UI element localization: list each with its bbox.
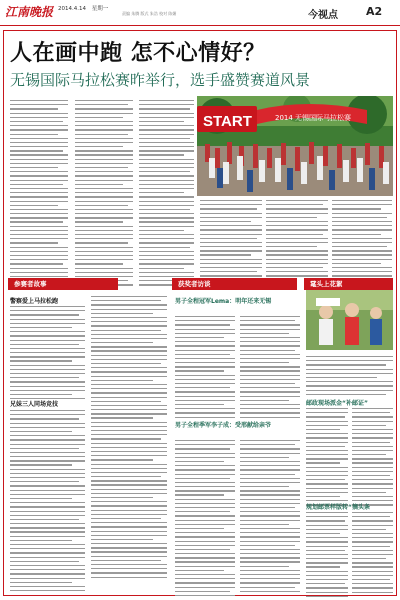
intro-column-2 xyxy=(75,100,133,288)
section-bar-winner-interviews-label: 获奖者访谈 xyxy=(178,280,211,288)
headline: 人在画中跑 怎不心情好？ xyxy=(10,40,266,66)
staff-credits: 责编 朱腾 版式 朱浩 校对 陈媚 xyxy=(122,11,177,16)
page-number: A2 xyxy=(366,5,383,18)
marathon-photo-illustration xyxy=(197,96,393,196)
right-lower-column-5 xyxy=(352,512,393,596)
cosplay-runners-photo xyxy=(306,290,393,350)
section-bar-participant-stories-label: 参赛者故事 xyxy=(14,280,47,288)
right-lower-column-4 xyxy=(306,512,348,600)
left-subhead-2: 兄妹三人同场竞技 xyxy=(10,401,59,408)
middle-story-column-4 xyxy=(240,440,300,595)
middle-subhead-1: 男子全程冠军Lema：明年还来无锡 xyxy=(175,298,272,305)
right-lower-column-2 xyxy=(306,408,348,509)
section-bar-sidelights-label: 鼋头上花絮 xyxy=(310,280,343,288)
right-lower-column-1 xyxy=(306,356,393,398)
intro-column-3 xyxy=(139,100,194,288)
section-name: 今视点 xyxy=(308,10,338,21)
issue-weekday: 星期一 xyxy=(91,6,109,12)
left-subhead-1: 警察爱上马拉松跑 xyxy=(10,298,59,305)
subheadline: 无锡国际马拉松赛昨举行，选手盛赞赛道风景 xyxy=(10,71,311,89)
right-subhead-2: 规划邮票样版转“摘头条 xyxy=(306,504,370,511)
start-banner-text: START xyxy=(203,113,252,130)
right-upper-column-1 xyxy=(200,200,262,280)
cosplay-photo-illustration xyxy=(306,290,393,350)
newspaper-logo: 江南晚报 xyxy=(5,5,54,19)
course-banner-text: 2014 无锡国际马拉松赛 xyxy=(275,114,352,122)
issue-date: 2014.4.14 xyxy=(58,6,86,12)
right-upper-column-3 xyxy=(332,200,392,280)
section-bar-participant-stories xyxy=(8,278,118,290)
right-lower-column-3 xyxy=(352,408,393,509)
section-bar-sidelights xyxy=(304,278,393,290)
marathon-start-photo xyxy=(197,96,393,196)
middle-story-column-3 xyxy=(175,440,235,599)
issue-info xyxy=(58,4,112,12)
left-story-column-1b xyxy=(10,410,85,594)
left-story-column-1 xyxy=(10,306,85,402)
intro-column-1 xyxy=(10,100,68,288)
middle-subhead-2: 男子全程季军李子成：受邢献给亲爷 xyxy=(175,422,272,429)
masthead xyxy=(0,0,400,26)
middle-story-column-2 xyxy=(240,316,300,421)
left-story-column-2 xyxy=(91,296,167,581)
right-subhead-1: 邮政现场派金“补邮证” xyxy=(306,400,368,407)
middle-story-column-1 xyxy=(175,316,235,421)
right-upper-column-2 xyxy=(266,200,328,280)
section-bar-winner-interviews xyxy=(172,278,297,290)
